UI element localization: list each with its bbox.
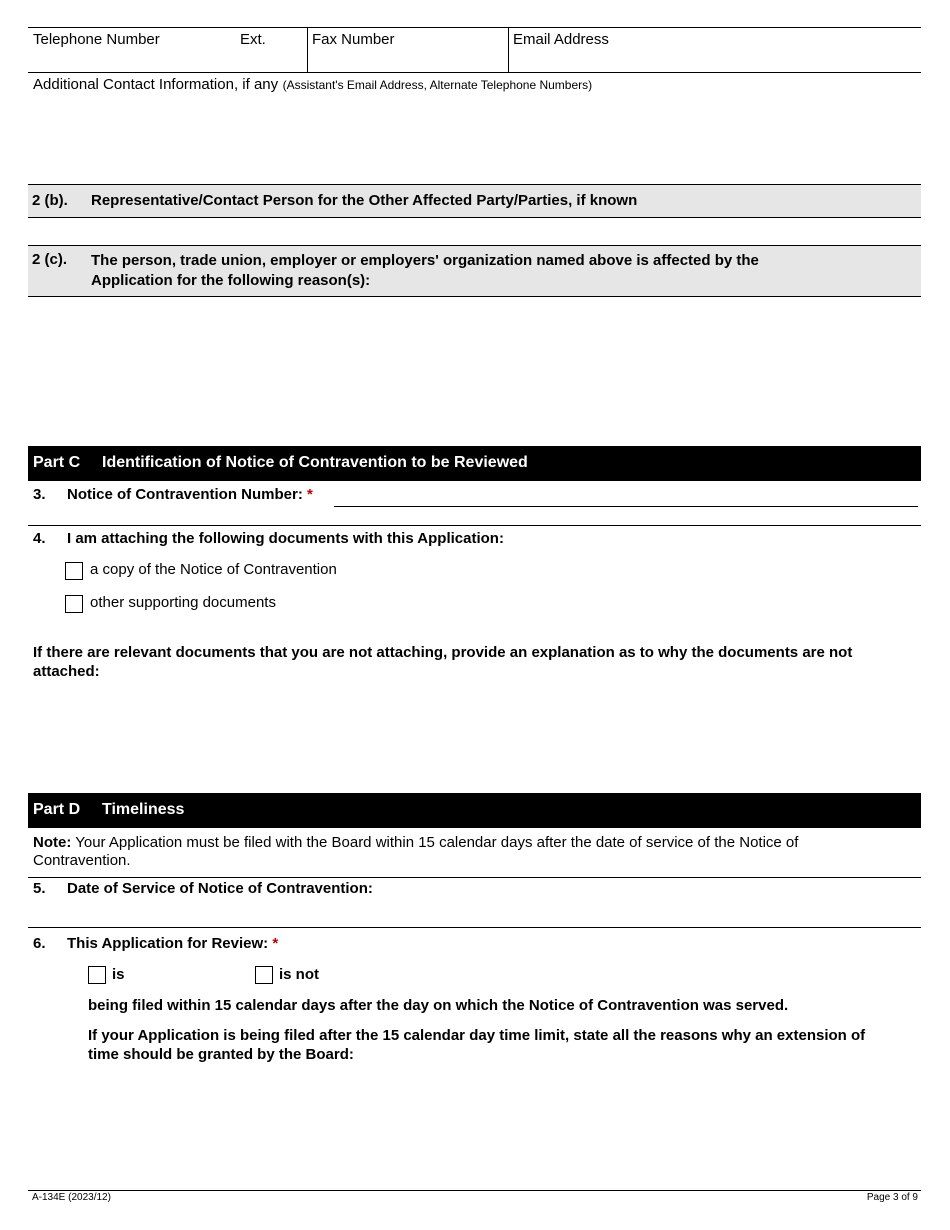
q3-label [67,486,313,504]
additional-contact-label: Additional Contact Information, if any [33,76,279,93]
part-c-label: Part C [33,454,81,471]
copy-notice-label: a copy of the Notice of Contravention [90,561,337,578]
divider [28,72,921,73]
telephone-label: Telephone Number [33,31,160,48]
explanation-input[interactable] [33,684,918,786]
divider [508,27,509,72]
section-2c-title [91,251,911,291]
is-not-checkbox[interactable] [255,966,273,984]
page-number: Page 3 of 9 [866,1192,918,1203]
note-label: Note: [33,834,72,851]
note-text-line2: Contravention. [33,852,131,869]
section-2c-header [28,245,921,297]
ext-label: Ext. [240,31,266,48]
divider [28,877,921,878]
is-not-label: is not [279,966,319,983]
extension-prompt [88,1026,918,1064]
part-d-header [28,793,921,828]
note-text-line1: Your Application must be filed with the Board within 15 calendar days after the date of service of the Notice of [75,834,799,851]
q4-number: 4. [33,530,46,547]
section-2c-title-line2: Application for the following reason(s): [91,272,371,289]
extension-prompt-line1: If your Application is being filed after the 15 calendar day time limit, state all the reasons why an extension of [88,1027,866,1044]
fax-input[interactable] [312,50,502,68]
extension-prompt-line2: time should be granted by the Board: [88,1046,354,1063]
q3-label-text: Notice of Contravention Number: [67,486,303,503]
divider [28,525,921,526]
email-input[interactable] [513,50,913,68]
copy-notice-checkbox[interactable] [65,562,83,580]
notice-number-input[interactable] [336,486,916,505]
footer-divider [28,1190,921,1191]
explanation-prompt [33,643,918,681]
other-documents-checkbox[interactable] [65,595,83,613]
ext-input[interactable] [240,50,302,68]
extension-reasons-input[interactable] [88,1068,918,1180]
explanation-prompt-line2: attached: [33,663,100,680]
is-checkbox[interactable] [88,966,106,984]
divider [28,27,921,28]
note-line1 [33,834,918,852]
part-d-title: Timeliness [102,801,185,818]
fax-label: Fax Number [312,31,395,48]
section-2c-number: 2 (c). [32,251,68,268]
q6-label-text: This Application for Review: [67,935,269,952]
part-d-note [33,834,918,870]
additional-contact-note: (Assistant's Email Address, Alternate Telephone Numbers) [282,78,593,92]
section-2c-title-line1: The person, trade union, employer or employers' organization named above is affected by the [91,252,759,269]
filed-statement: being filed within 15 calendar days after the day on which the Notice of Contravention was served. [88,997,789,1014]
q5-label: Date of Service of Notice of Contravention: [67,880,373,897]
reasons-input[interactable] [33,302,918,440]
section-2b-number: 2 (b). [32,192,68,209]
additional-contact-heading [33,76,592,94]
required-marker: * [307,486,313,503]
q3-number: 3. [33,486,46,503]
part-c-header [28,446,921,481]
q4-label: I am attaching the following documents with this Application: [67,530,504,547]
section-2b-title: Representative/Contact Person for the Other Affected Party/Parties, if known [91,192,638,209]
telephone-input[interactable] [33,50,228,68]
required-marker: * [272,935,279,952]
additional-contact-input[interactable] [33,98,918,178]
part-d-label: Part D [33,801,81,818]
divider [28,927,921,928]
email-label: Email Address [513,31,609,48]
form-id: A-134E (2023/12) [32,1192,111,1203]
other-documents-label: other supporting documents [90,594,276,611]
explanation-prompt-line1: If there are relevant documents that you are not attaching, provide an explanation as to why the documents are not [33,644,853,661]
q6-number: 6. [33,935,46,952]
notice-number-underline [334,506,918,507]
q5-number: 5. [33,880,46,897]
section-2b-header [28,184,921,218]
q6-label [67,935,278,953]
is-label: is [112,966,125,983]
divider [307,27,308,72]
part-c-title: Identification of Notice of Contravention to be Reviewed [102,454,528,471]
date-of-service-input[interactable] [67,902,467,922]
